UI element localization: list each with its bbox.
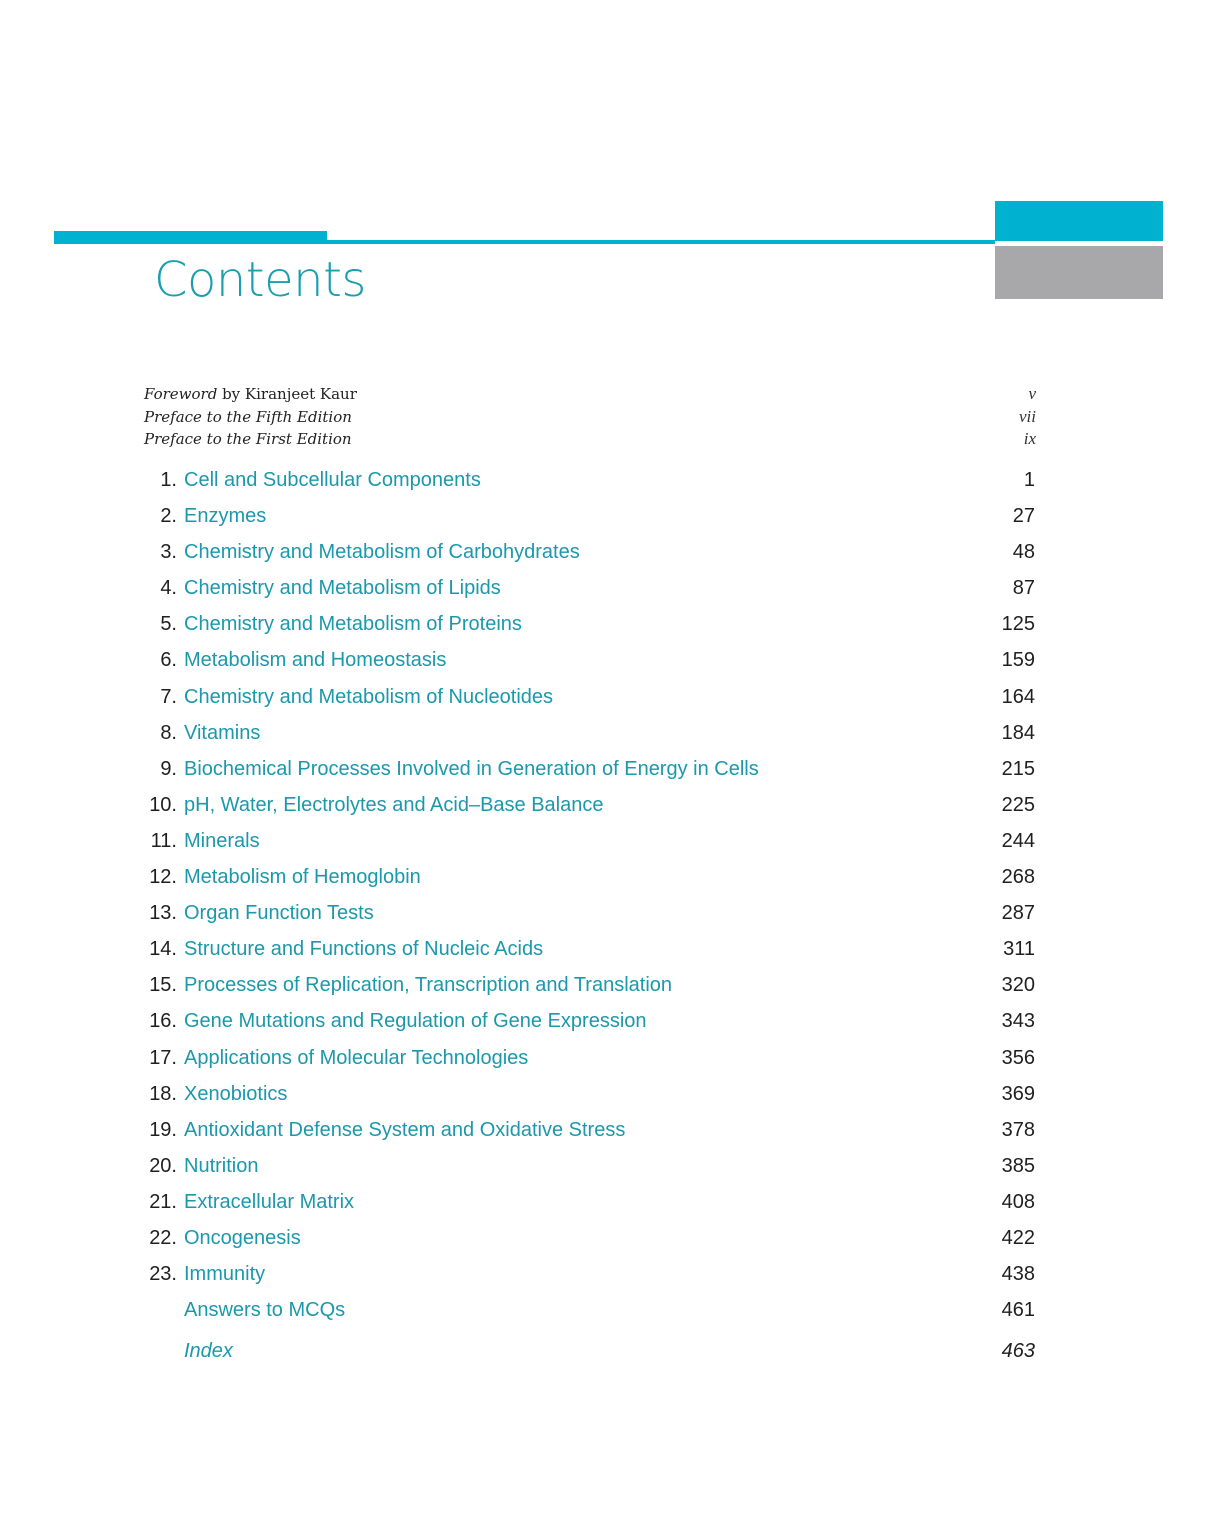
chapter-title-link[interactable]: Metabolism and Homeostasis: [184, 649, 447, 672]
chapter-row[interactable]: [138, 462, 1035, 498]
chapter-title-link[interactable]: Vitamins: [184, 721, 261, 744]
chapter-row[interactable]: [138, 1220, 1035, 1256]
chapter-number: 2.: [160, 505, 177, 528]
chapter-title-link[interactable]: Antioxidant Defense System and Oxidative Stress: [184, 1118, 626, 1141]
chapter-row[interactable]: [138, 679, 1035, 715]
chapter-title-link[interactable]: Enzymes: [184, 505, 267, 528]
chapter-row[interactable]: [138, 534, 1035, 570]
chapter-title-link[interactable]: Applications of Molecular Technologies: [184, 1046, 529, 1069]
chapter-row[interactable]: [138, 823, 1035, 859]
chapter-row[interactable]: [138, 1040, 1035, 1076]
chapter-number: 23.: [149, 1263, 177, 1286]
front-matter-page: v: [1028, 384, 1036, 403]
chapter-number: 15.: [149, 974, 177, 997]
chapter-row[interactable]: [138, 715, 1035, 751]
chapter-page: 438: [1001, 1263, 1035, 1286]
chapter-page: 378: [1001, 1118, 1035, 1141]
chapter-row[interactable]: [138, 1184, 1035, 1220]
front-matter-label: Preface to the First Edition: [144, 430, 352, 448]
chapter-row[interactable]: [138, 1003, 1035, 1039]
chapter-page: 343: [1001, 1010, 1035, 1033]
front-matter-label: [144, 383, 357, 406]
page-title: Contents: [154, 252, 366, 308]
chapter-number: 7.: [160, 685, 177, 708]
chapter-title-link[interactable]: Organ Function Tests: [184, 902, 374, 925]
chapter-list: [138, 462, 1035, 1369]
chapter-page: 27: [1012, 505, 1035, 528]
chapter-page: 159: [1001, 649, 1035, 672]
chapter-page: 287: [1001, 902, 1035, 925]
header-rule-line: [327, 240, 995, 244]
chapter-row[interactable]: [138, 751, 1035, 787]
chapter-title-link[interactable]: Chemistry and Metabolism of Carbohydrates: [184, 541, 580, 564]
chapter-page: 320: [1001, 974, 1035, 997]
chapter-page: 215: [1001, 757, 1035, 780]
front-matter-label: Preface to the Fifth Edition: [144, 407, 352, 426]
chapter-title-link[interactable]: Chemistry and Metabolism of Proteins: [184, 613, 522, 636]
chapter-title-link[interactable]: Immunity: [184, 1263, 266, 1286]
chapter-title-link[interactable]: pH, Water, Electrolytes and Acid–Base Balance: [184, 793, 604, 816]
chapter-row[interactable]: [138, 1256, 1035, 1292]
chapter-title-link[interactable]: Extracellular Matrix: [184, 1190, 355, 1213]
chapter-row[interactable]: [138, 1076, 1035, 1112]
chapter-page: 356: [1001, 1046, 1035, 1069]
front-matter-item-preface-fifth[interactable]: [144, 406, 1036, 429]
front-matter-page: vii: [1019, 406, 1036, 426]
chapter-number: 1.: [160, 469, 177, 491]
corner-cyan-block: [995, 201, 1163, 241]
chapter-title-link[interactable]: Processes of Replication, Transcription and Translation: [184, 974, 673, 997]
chapter-page: 422: [1001, 1226, 1035, 1249]
answers-link[interactable]: Answers to MCQs: [184, 1299, 346, 1322]
chapter-number: 16.: [149, 1010, 177, 1033]
chapter-number: 3.: [160, 541, 177, 564]
chapter-number: 17.: [149, 1046, 177, 1069]
chapter-title-link[interactable]: Nutrition: [184, 1154, 259, 1177]
chapter-row[interactable]: [138, 1148, 1035, 1184]
chapter-number: 6.: [160, 649, 177, 672]
chapter-page: 184: [1001, 721, 1035, 744]
answers-row[interactable]: [138, 1292, 1035, 1328]
front-matter-page: ix: [1023, 429, 1036, 448]
chapter-row[interactable]: [138, 787, 1035, 823]
front-matter-item-preface-first[interactable]: [144, 428, 1036, 451]
chapter-page: 48: [1012, 541, 1035, 564]
chapter-row[interactable]: [138, 570, 1035, 606]
chapter-row[interactable]: [138, 606, 1035, 642]
front-matter-label-italic: Foreword: [144, 385, 218, 403]
chapter-number: 8.: [160, 721, 177, 744]
chapter-title-link[interactable]: Minerals: [184, 829, 260, 852]
chapter-page: 244: [1001, 829, 1035, 852]
chapter-title-link[interactable]: Cell and Subcellular Components: [184, 469, 481, 491]
chapter-row[interactable]: [138, 931, 1035, 967]
answers-page: 461: [1001, 1299, 1035, 1322]
chapter-number: 9.: [160, 757, 177, 780]
chapter-title-link[interactable]: Chemistry and Metabolism of Nucleotides: [184, 685, 554, 708]
chapter-title-link[interactable]: Structure and Functions of Nucleic Acids: [184, 938, 544, 961]
front-matter-item-foreword[interactable]: [144, 383, 1036, 406]
chapter-page: 385: [1001, 1154, 1035, 1177]
chapter-row[interactable]: [138, 859, 1035, 895]
chapter-number: 5.: [160, 613, 177, 636]
chapter-page: 369: [1001, 1082, 1035, 1105]
chapter-row[interactable]: [138, 895, 1035, 931]
chapter-number: 4.: [160, 577, 177, 600]
chapter-row[interactable]: [138, 1112, 1035, 1148]
chapter-number: 21.: [149, 1190, 177, 1213]
chapter-page: 1: [1023, 469, 1035, 491]
header-thick-bar: [54, 231, 327, 244]
chapter-title-link[interactable]: Biochemical Processes Involved in Generation of Energy in Cells: [184, 757, 759, 780]
chapter-row[interactable]: [138, 498, 1035, 534]
chapter-number: 18.: [149, 1082, 177, 1105]
chapter-number: 14.: [149, 938, 177, 961]
chapter-title-link[interactable]: Chemistry and Metabolism of Lipids: [184, 577, 501, 600]
chapter-page: 408: [1001, 1190, 1035, 1213]
index-row[interactable]: [138, 1333, 1035, 1369]
chapter-page: 87: [1012, 577, 1035, 600]
chapter-page: 164: [1001, 685, 1035, 708]
corner-gray-block: [995, 246, 1163, 299]
chapter-number: 19.: [149, 1118, 177, 1141]
chapter-title-link[interactable]: Gene Mutations and Regulation of Gene Expression: [184, 1010, 647, 1033]
chapter-row[interactable]: [138, 967, 1035, 1003]
chapter-page: 225: [1001, 793, 1035, 816]
front-matter-list: [144, 383, 1036, 451]
chapter-page: 125: [1001, 613, 1035, 636]
chapter-page: 268: [1001, 866, 1035, 889]
chapter-number: 20.: [149, 1154, 177, 1177]
chapter-number: 13.: [149, 902, 177, 925]
index-page: 463: [1001, 1340, 1035, 1363]
chapter-number: 12.: [149, 866, 177, 889]
index-link[interactable]: Index: [184, 1340, 233, 1363]
chapter-title-link[interactable]: Oncogenesis: [184, 1226, 301, 1249]
chapter-row[interactable]: [138, 642, 1035, 678]
front-matter-label-plain: by Kiranjeet Kaur: [217, 385, 357, 403]
chapter-number: 22.: [149, 1226, 177, 1249]
chapter-number: 10.: [149, 793, 177, 816]
chapter-title-link[interactable]: Metabolism of Hemoglobin: [184, 866, 421, 889]
chapter-title-link[interactable]: Xenobiotics: [184, 1082, 288, 1105]
chapter-number: 11.: [150, 829, 177, 852]
chapter-page: 311: [1003, 938, 1035, 961]
